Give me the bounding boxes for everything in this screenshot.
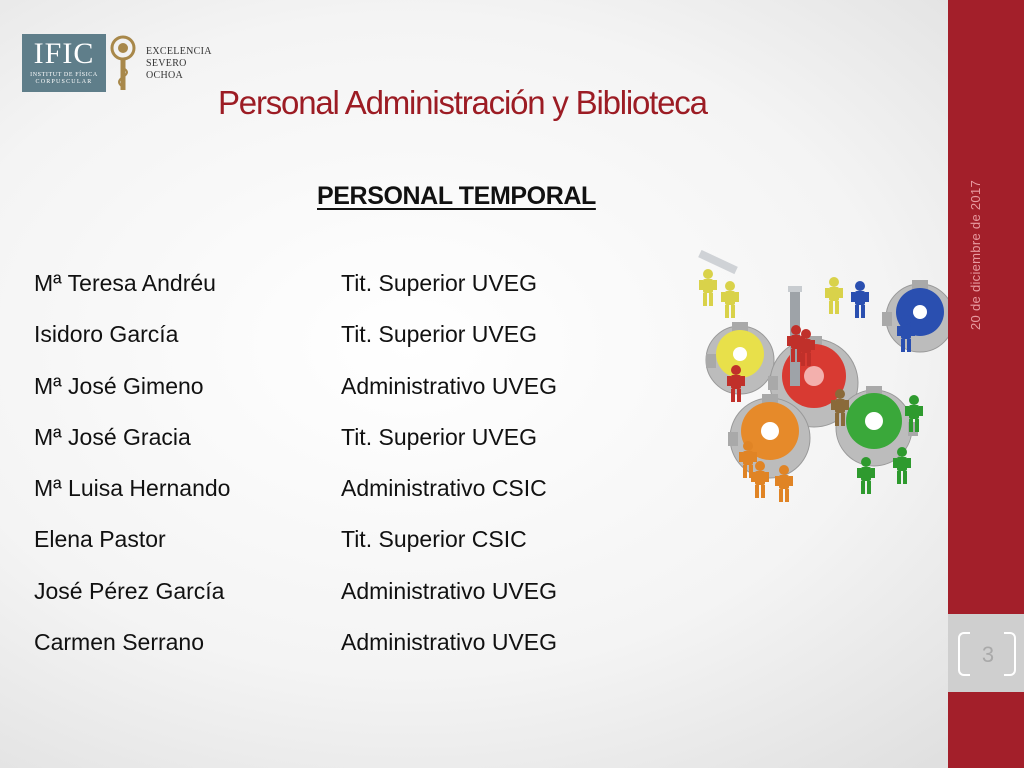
staff-role: Administrativo CSIC [341, 475, 547, 502]
staff-role: Tit. Superior UVEG [341, 423, 537, 450]
staff-role: Administrativo UVEG [341, 577, 558, 604]
ochoa-line: OCHOA [146, 70, 184, 81]
excelencia-line: EXCELENCIA [146, 46, 212, 57]
page-bracket-right [1004, 632, 1016, 676]
staff-role: Administrativo UVEG [341, 629, 558, 656]
staff-name: Carmen Serrano [34, 629, 205, 656]
teamwork-gears-icon [692, 250, 948, 530]
staff-name: Mª Luisa Hernando [34, 475, 231, 502]
staff-name: Mª José Gimeno [34, 372, 204, 399]
slide-title: Personal Administración y Biblioteca [218, 84, 707, 121]
staff-role: Tit. Superior UVEG [341, 321, 537, 348]
section-heading: PERSONAL TEMPORAL [317, 182, 596, 210]
staff-name: Mª José Gracia [34, 423, 191, 450]
staff-name: Isidoro García [34, 321, 179, 348]
page-number: 3 [981, 642, 995, 667]
ific-logo-box [22, 34, 106, 92]
ific-logo-name: IFIC [33, 37, 95, 70]
staff-role: Tit. Superior CSIC [341, 526, 527, 553]
excelencia-severo-ochoa [146, 46, 212, 82]
severo-ochoa-seal-icon [110, 34, 138, 94]
ific-logo [22, 34, 232, 96]
sidebar-date: 20 de diciembre de 2017 [968, 179, 983, 330]
ific-logo-subtitle: INSTITUT DE FÍSICA [30, 72, 98, 78]
page-bracket-left [958, 632, 970, 676]
staff-name: Mª Teresa Andréu [34, 270, 216, 296]
staff-role: Administrativo UVEG [341, 372, 558, 399]
ific-logo-subtitle-2: CORPUSCULAR [35, 79, 93, 85]
severo-line: SEVERO [146, 58, 187, 69]
staff-name: José Pérez García [34, 577, 225, 604]
staff-role: Tit. Superior UVEG [341, 270, 537, 296]
staff-name: Elena Pastor [34, 526, 166, 553]
